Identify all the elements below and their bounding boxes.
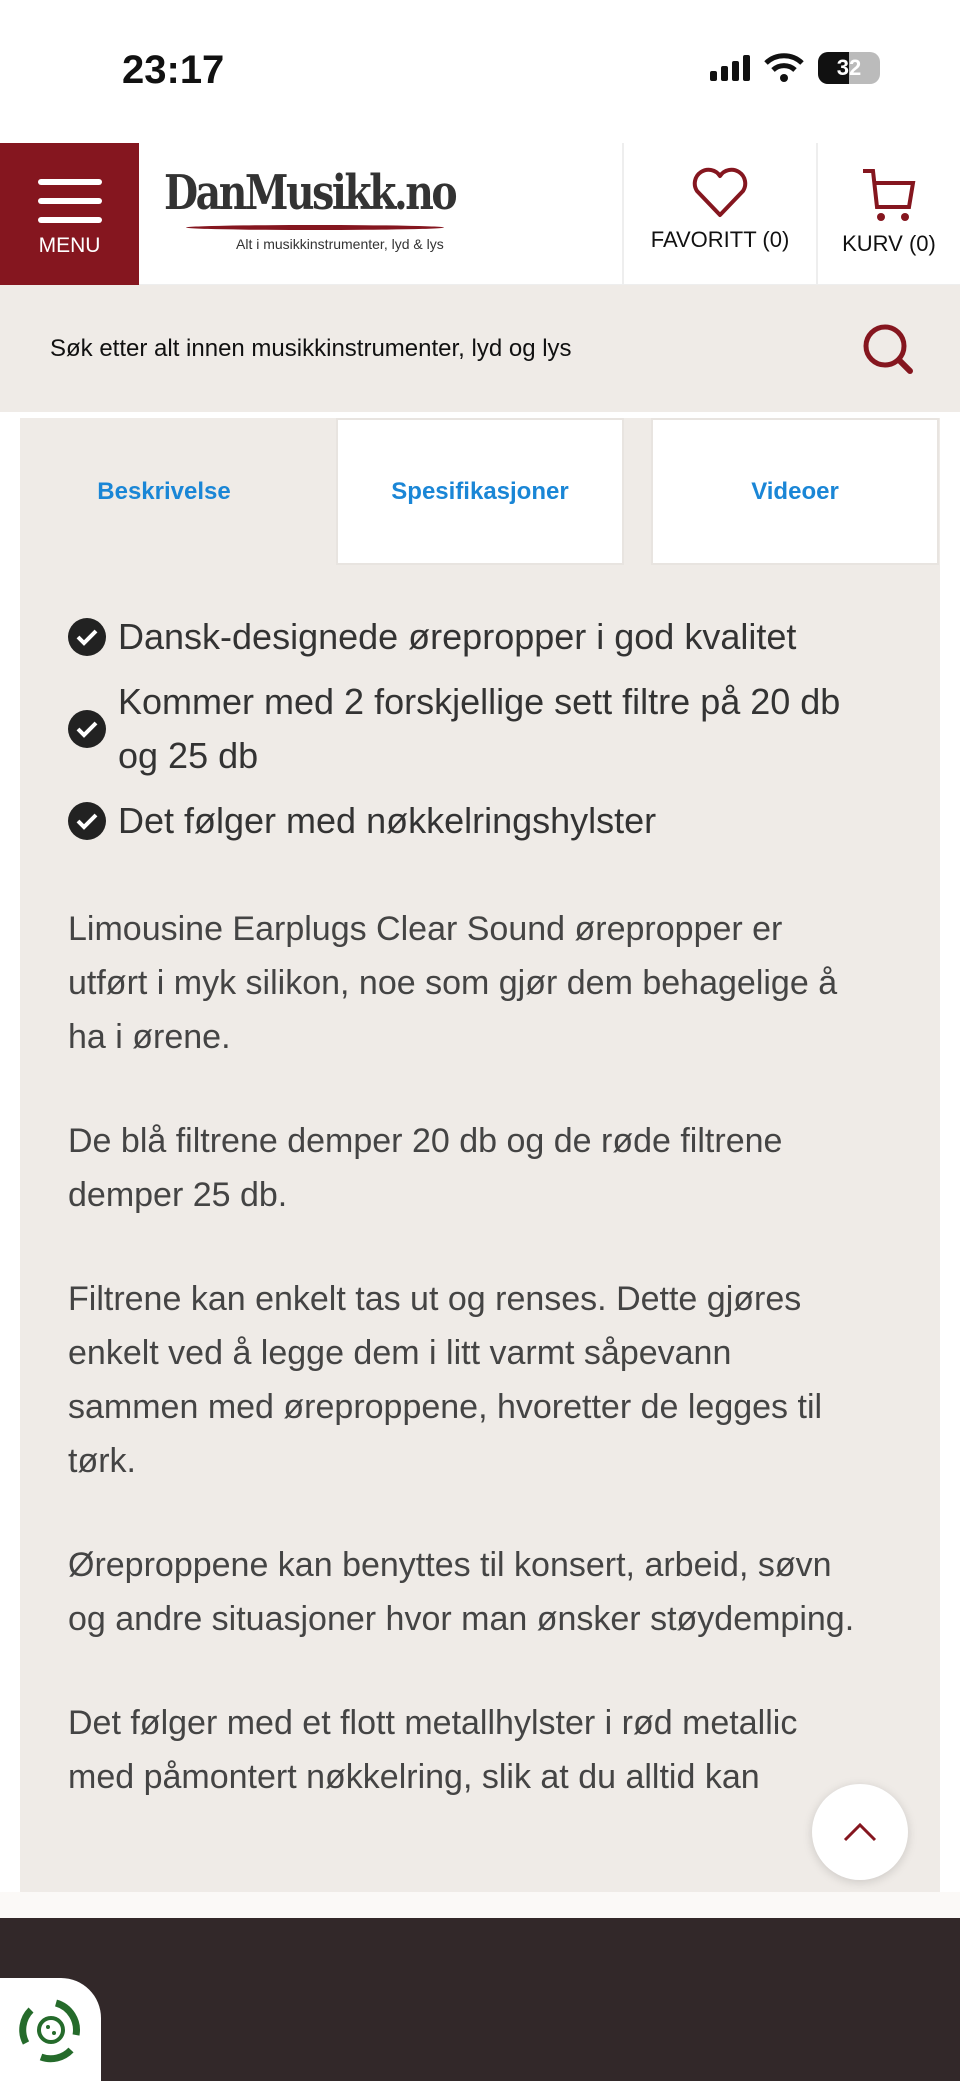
scroll-to-top-button[interactable] <box>812 1784 908 1880</box>
search-input[interactable]: Søk etter alt innen musikkinstrumenter, lyd og lys <box>50 335 572 362</box>
battery-icon <box>818 52 880 84</box>
logo-tagline: Alt i musikkinstrumenter, lyd & lys <box>236 236 444 252</box>
logo[interactable] <box>164 167 474 252</box>
chevron-up-icon <box>843 1822 877 1842</box>
paragraph: Filtrene kan enkelt tas ut og renses. Dette gjøres enkelt ved å legge dem i litt varmt såpevann sammen med øreproppene, hvoretter de legges til tørk. <box>68 1280 823 1480</box>
recycle-icon <box>16 1995 86 2065</box>
hamburger-icon <box>0 143 139 223</box>
wifi-icon <box>764 53 804 83</box>
heart-icon <box>690 167 750 219</box>
clock: 23:17 <box>122 48 225 92</box>
list-item-text: Dansk-designede ørepropper i god kvalitet <box>118 616 797 657</box>
tab-beskrivelse[interactable]: Beskrivelse <box>97 477 231 505</box>
description-text <box>68 902 868 1854</box>
cart-label: KURV (0) <box>842 231 936 256</box>
check-circle-icon <box>68 618 106 656</box>
menu-button[interactable] <box>0 143 139 285</box>
logo-name: DanMusikk.no <box>164 165 456 221</box>
cart-icon <box>859 167 919 223</box>
battery-level: 32 <box>836 55 862 80</box>
signal-icon <box>710 55 750 81</box>
menu-label: MENU <box>38 234 101 257</box>
paragraph: Det følger med et flott metallhylster i rød metallic med påmontert nøkkelring, slik at du alltid kan <box>68 1704 798 1796</box>
site-footer <box>0 1918 960 2081</box>
eco-badge[interactable] <box>0 1978 101 2081</box>
tab-videoer[interactable]: Videoer <box>651 418 939 565</box>
favorites-label: FAVORITT (0) <box>650 227 790 252</box>
check-circle-icon <box>68 710 106 748</box>
cart-button[interactable] <box>816 143 960 285</box>
list-item-text: Det følger med nøkkelringshylster <box>118 800 657 841</box>
list-item-text: Kommer med 2 forskjellige sett filtre på 20 db og 25 db <box>118 681 841 776</box>
list-item <box>68 794 868 848</box>
favorites-button[interactable] <box>622 143 816 285</box>
paragraph: De blå filtrene demper 20 db og de røde filtrene demper 25 db. <box>68 1122 783 1214</box>
search-bar[interactable] <box>0 285 960 412</box>
paragraph: Øreproppene kan benyttes til konsert, arbeid, søvn og andre situasjoner hvor man ønsker støydemping. <box>68 1546 855 1638</box>
tab-spesifikasjoner[interactable]: Spesifikasjoner <box>336 418 624 565</box>
site-header <box>0 143 960 285</box>
search-icon[interactable] <box>860 321 916 377</box>
status-bar <box>0 0 960 143</box>
check-circle-icon <box>68 802 106 840</box>
list-item <box>68 675 868 783</box>
list-item <box>68 610 868 664</box>
divider <box>0 1892 960 1918</box>
feature-list <box>68 610 868 859</box>
paragraph: Limousine Earplugs Clear Sound ørepropper er utført i myk silikon, noe som gjør dem behagelige å ha i ørene. <box>68 910 838 1056</box>
